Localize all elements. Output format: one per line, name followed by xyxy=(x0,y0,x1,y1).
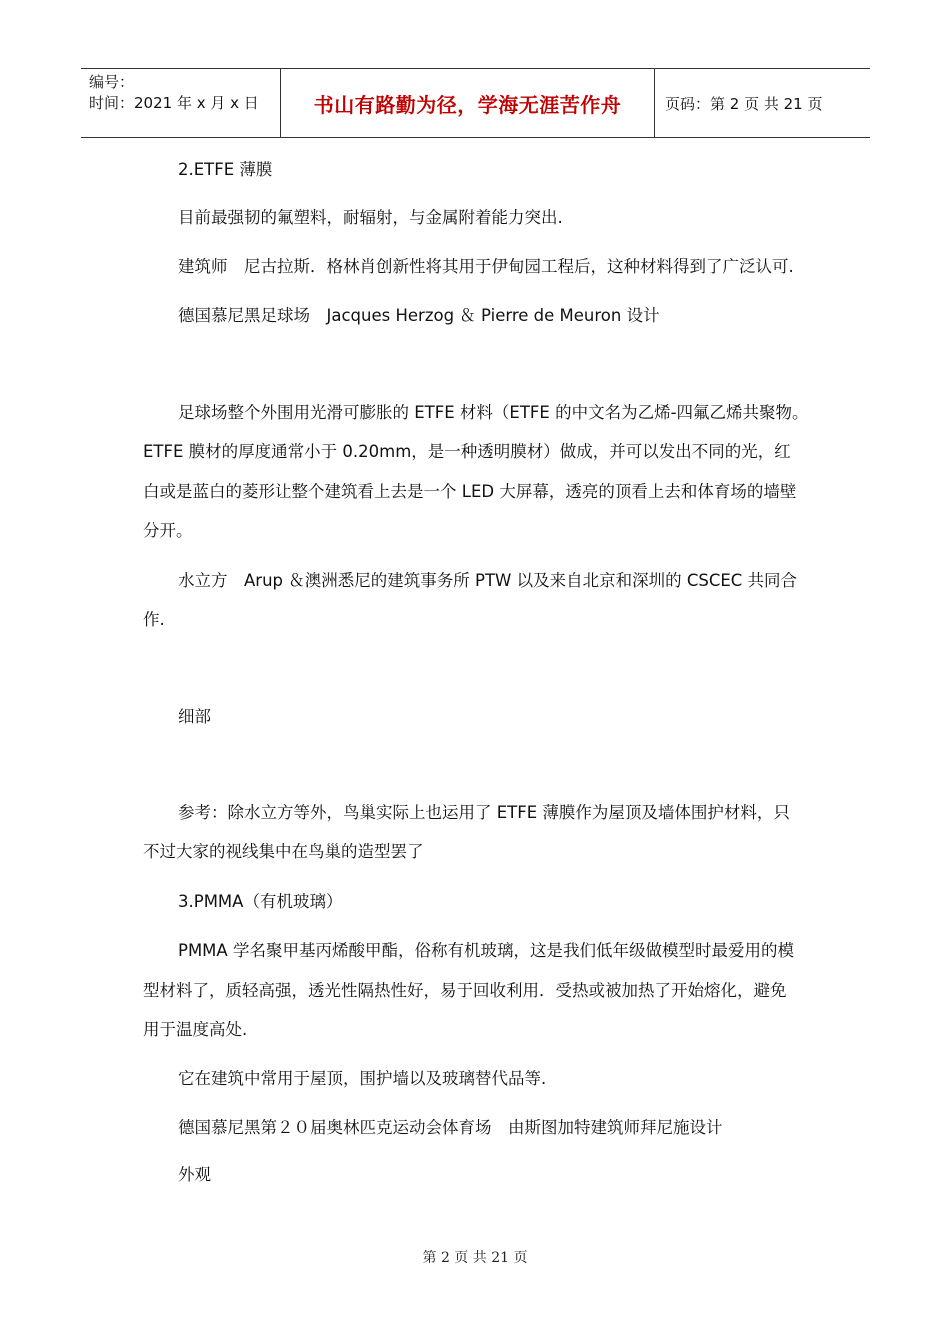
time-label: 时间：2021 年 x 月 x 日 xyxy=(89,94,259,112)
page-info: 页码：第 2 页 共 21 页 xyxy=(665,94,823,113)
paragraph-line: 水立方 Arup ＆澳洲悉尼的建筑事务所 PTW 以及来自北京和深圳的 CSCEC 共同合 xyxy=(178,571,798,590)
subheading-detail: 细部 xyxy=(178,707,211,726)
page-header xyxy=(81,68,870,138)
paragraph-line: 它在建筑中常用于屋顶，围护墙以及玻璃替代品等. xyxy=(178,1069,547,1088)
paragraph-line: 建筑师 尼古拉斯．格林肖创新性将其用于伊甸园工程后，这种材料得到了广泛认可. xyxy=(178,257,794,276)
paragraph-line: ETFE 膜材的厚度通常小于 0.20mm，是一种透明膜材）做成，并可以发出不同的光，红 xyxy=(143,442,791,461)
number-label: 编号： xyxy=(89,73,135,91)
paragraph-line: PMMA 学名聚甲基丙烯酸甲酯，俗称有机玻璃，这是我们低年级做模型时最爱用的模 xyxy=(178,941,794,960)
header-motto-cell xyxy=(281,69,655,137)
motto: 书山有路勤为径，学海无涯苦作舟 xyxy=(313,92,622,117)
paragraph-line: 分开。 xyxy=(143,521,193,540)
subheading-exterior: 外观 xyxy=(178,1165,211,1184)
paragraph-line: 用于温度高处. xyxy=(143,1020,248,1039)
section-heading-etfe: 2.ETFE 薄膜 xyxy=(178,160,273,179)
paragraph-line: 德国慕尼黑第２０届奥林匹克运动会体育场 由斯图加特建筑师拜尼施设计 xyxy=(178,1118,723,1137)
paragraph-line: 足球场整个外围用光滑可膨胀的 ETFE 材料（ETFE 的中文名为乙烯-四氟乙烯共聚物。 xyxy=(178,403,809,422)
paragraph-line: 参考：除水立方等外，鸟巢实际上也运用了 ETFE 薄膜作为屋顶及墙体围护材料，只 xyxy=(178,803,790,822)
paragraph-line: 作. xyxy=(143,610,165,629)
paragraph-line: 不过大家的视线集中在鸟巢的造型罢了 xyxy=(143,842,424,861)
header-page-info xyxy=(655,69,870,137)
paragraph-line: 德国慕尼黑足球场 Jacques Herzog ＆ Pierre de Meuron 设计 xyxy=(178,306,660,325)
header-meta xyxy=(81,69,281,137)
page-footer: 第 2 页 共 21 页 xyxy=(422,1250,528,1266)
section-heading-pmma: 3.PMMA（有机玻璃） xyxy=(178,892,343,911)
paragraph-line: 型材料了，质轻高强，透光性隔热性好，易于回收利用．受热或被加热了开始熔化，避免 xyxy=(143,981,787,1000)
paragraph-line: 目前最强韧的氟塑料，耐辐射，与金属附着能力突出. xyxy=(178,208,563,227)
paragraph-line: 白或是蓝白的菱形让整个建筑看上去是一个 LED 大屏幕，透亮的顶看上去和体育场的墙壁 xyxy=(143,482,797,501)
